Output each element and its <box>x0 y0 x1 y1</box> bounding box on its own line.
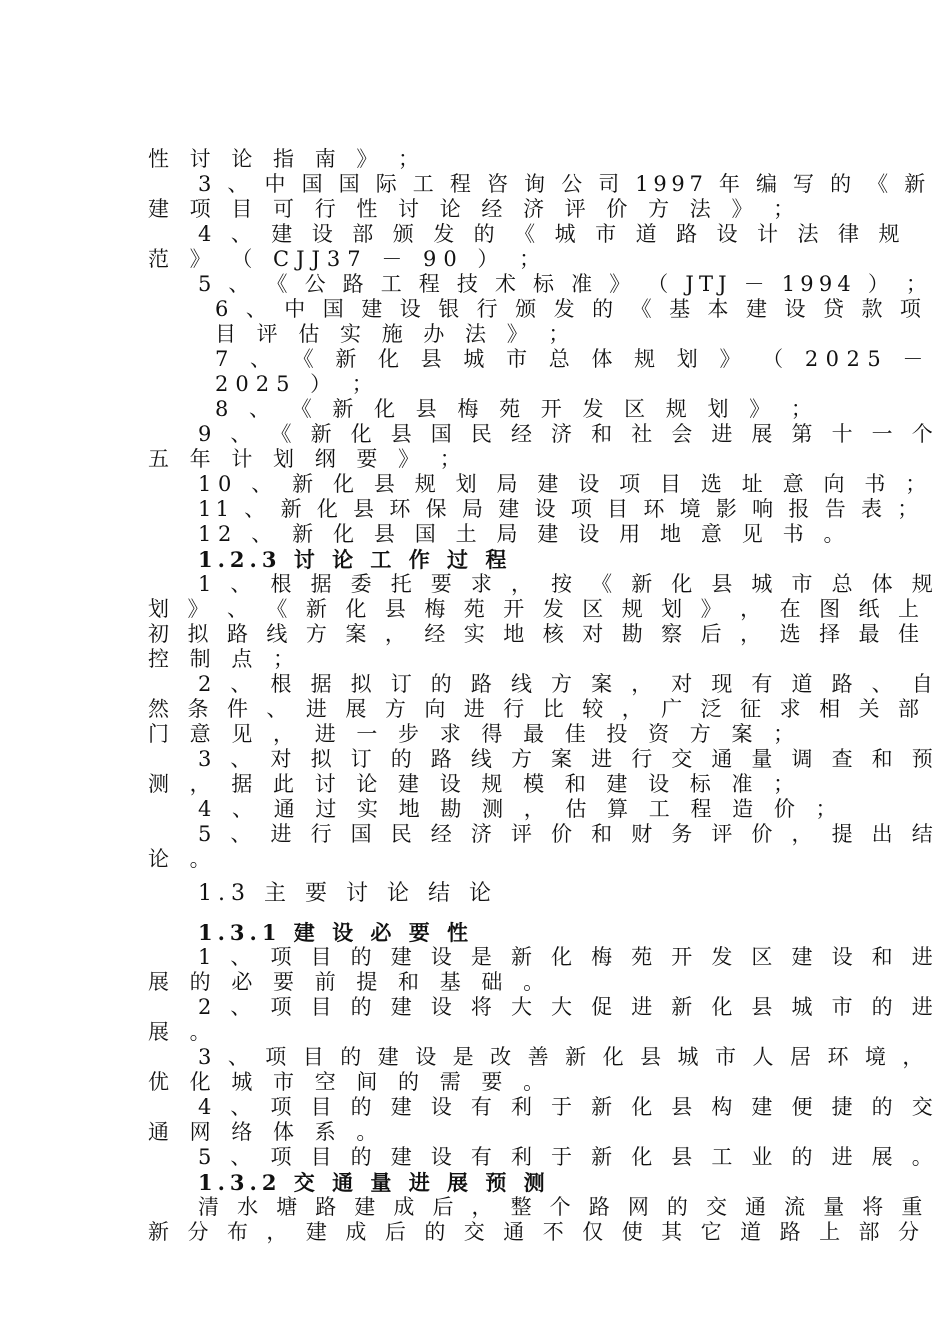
body-text-line: 5 、 项 目 的 建 设 有 利 于 新 化 县 工 业 的 进 展 。 <box>198 1145 939 1169</box>
reference-item-6: 6 、 中 国 建 设 银 行 颁 发 的 《 基 本 建 设 贷 款 项 <box>215 297 927 321</box>
reference-item-11: 11 、 新 化 县 环 保 局 建 设 项 目 环 境 影 响 报 告 表 ； <box>198 497 923 521</box>
section-heading-1-3: 1.3 主 要 讨 论 结 论 <box>198 881 497 906</box>
body-text-line: 门 意 见 ， 进 一 步 求 得 最 佳 投 资 方 案 ； <box>148 722 802 746</box>
body-text-line: 4 、 项 目 的 建 设 有 利 于 新 化 县 构 建 便 捷 的 交 <box>198 1095 939 1119</box>
body-text-line: 2 、 根 据 拟 订 的 路 线 方 案 ， 对 现 有 道 路 、 自 <box>198 672 939 696</box>
body-text-line: 建 项 目 可 行 性 讨 论 经 济 评 价 方 法 》 ； <box>148 197 802 221</box>
body-text-line: 通 网 络 体 系 。 <box>148 1120 385 1144</box>
section-heading-1-3-2: 1.3.2 交 通 量 进 展 预 测 <box>198 1170 550 1195</box>
section-heading-1-2-3: 1.2.3 讨 论 工 作 过 程 <box>198 547 512 572</box>
body-text-line: 五 年 计 划 纲 要 》 ； <box>148 447 468 471</box>
body-text-line: 5 、 进 行 国 民 经 济 评 价 和 财 务 评 价 ， 提 出 结 <box>198 822 939 846</box>
body-text-line: 展 。 <box>148 1020 218 1044</box>
reference-item-8: 8 、 《 新 化 县 梅 苑 开 发 区 规 划 》 ； <box>215 397 819 421</box>
body-text-line: 范 》 （ CJJ37 － 90 ） ； <box>148 247 548 271</box>
body-text-line: 测 ， 据 此 讨 论 建 设 规 模 和 建 设 标 准 ； <box>148 772 802 796</box>
body-text-line: 展 的 必 要 前 提 和 基 础 。 <box>148 970 552 994</box>
body-text-line: 优 化 城 市 空 间 的 需 要 。 <box>148 1070 552 1094</box>
reference-item-5: 5 、 《 公 路 工 程 技 术 标 准 》 （ JTJ － 1994 ） ； <box>198 272 933 296</box>
body-text-line: 性 讨 论 指 南 》 ； <box>148 147 427 171</box>
section-heading-1-3-1: 1.3.1 建 设 必 要 性 <box>198 920 474 945</box>
body-text-line: 然 条 件 、 进 展 方 向 进 行 比 较 ， 广 泛 征 求 相 关 部 <box>148 697 925 721</box>
body-text-line: 论 。 <box>148 847 218 871</box>
body-text-line: 初 拟 路 线 方 案 ， 经 实 地 核 对 勘 察 后 ， 选 择 最 佳 <box>148 622 925 646</box>
reference-item-10: 10 、 新 化 县 规 划 局 建 设 项 目 选 址 意 向 书 ； <box>198 472 933 496</box>
reference-item-12: 12 、 新 化 县 国 土 局 建 设 用 地 意 见 书 。 <box>198 522 852 546</box>
body-text-line: 4 、 通 过 实 地 勘 测 ， 估 算 工 程 造 价 ； <box>198 797 844 821</box>
reference-item-9: 9 、 《 新 化 县 国 民 经 济 和 社 会 进 展 第 十 一 个 <box>198 422 939 446</box>
body-text-line: 划 》 、 《 新 化 县 梅 苑 开 发 区 规 划 》 ， 在 图 纸 上 <box>148 597 925 621</box>
reference-item-3: 3 、 中 国 国 际 工 程 咨 询 公 司 1997 年 编 写 的 《 新 <box>198 172 930 196</box>
body-text-line: 2 、 项 目 的 建 设 将 大 大 促 进 新 化 县 城 市 的 进 <box>198 995 939 1019</box>
body-text-line: 目 评 估 实 施 办 法 》 ； <box>215 322 577 346</box>
body-text-line: 3 、 对 拟 订 的 路 线 方 案 进 行 交 通 量 调 查 和 预 <box>198 747 939 771</box>
body-text-line: 1 、 根 据 委 托 要 求 ， 按 《 新 化 县 城 市 总 体 规 <box>198 572 939 596</box>
body-text-line: 新 分 布 ， 建 成 后 的 交 通 不 仅 使 其 它 道 路 上 部 分 <box>148 1220 925 1244</box>
body-text-line: 2025 ） ； <box>215 372 380 396</box>
reference-item-7: 7 、 《 新 化 县 城 市 总 体 规 划 》 （ 2025 － <box>215 347 931 371</box>
body-text-line: 3 、 项 目 的 建 设 是 改 善 新 化 县 城 市 人 居 环 境 ， <box>198 1045 929 1069</box>
reference-item-4: 4 、 建 设 部 颁 发 的 《 城 市 道 路 设 计 法 律 规 <box>198 222 906 246</box>
body-text-line: 清 水 塘 路 建 成 后 ， 整 个 路 网 的 交 通 流 量 将 重 <box>198 1195 929 1219</box>
body-text-line: 1 、 项 目 的 建 设 是 新 化 梅 苑 开 发 区 建 设 和 进 <box>198 945 939 969</box>
body-text-line: 控 制 点 ； <box>148 647 302 671</box>
